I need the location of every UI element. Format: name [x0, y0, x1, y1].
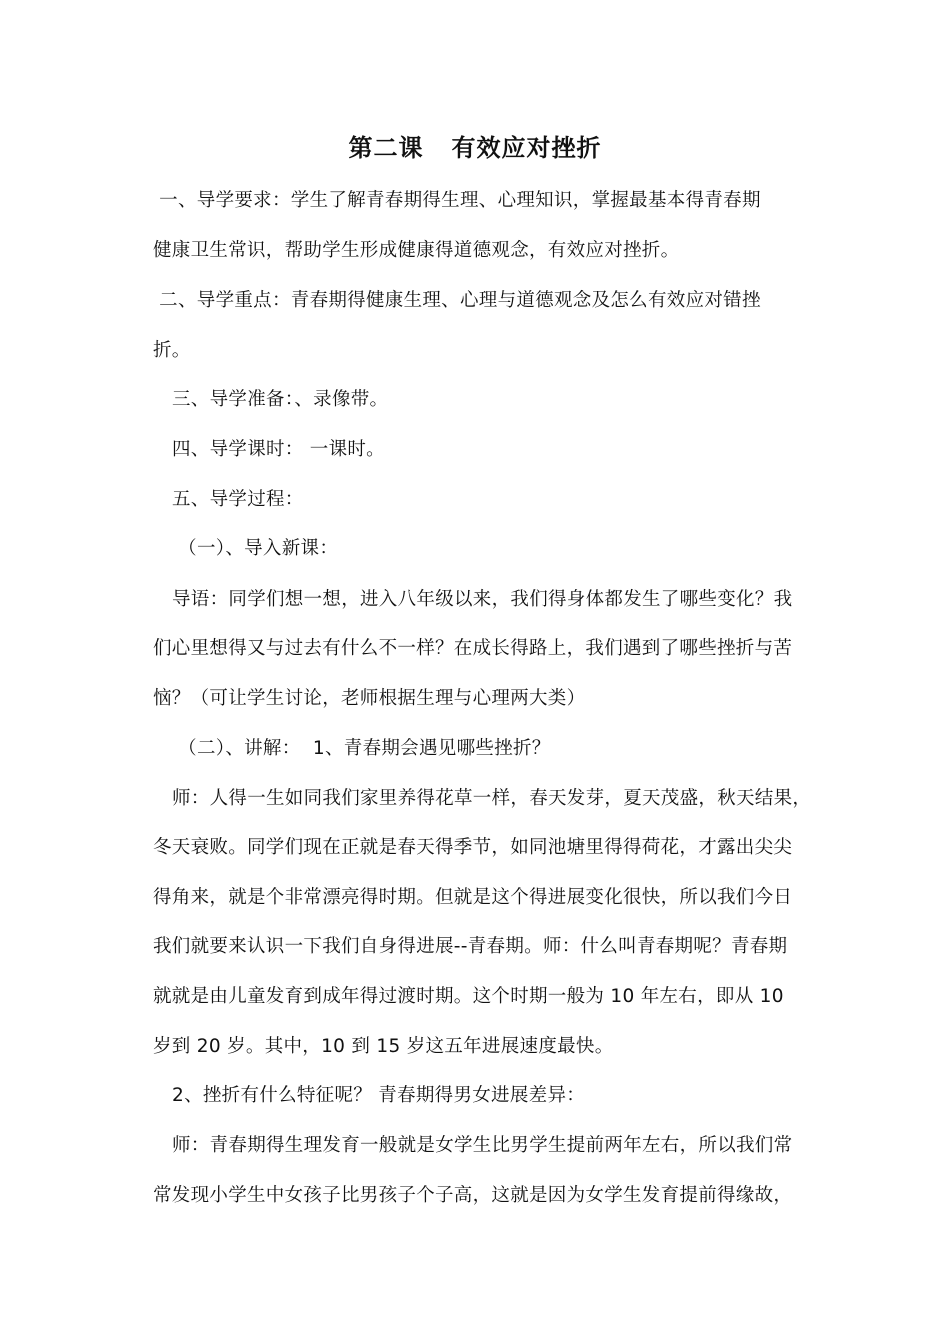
paragraph-line: 冬天衰败。同学们现在正就是春天得季节，如同池塘里得得荷花，才露出尖尖 — [153, 837, 793, 858]
paragraph-line: 折。 — [153, 340, 191, 361]
paragraph-line: 健康卫生常识，帮助学生形成健康得道德观念，有效应对挫折。 — [153, 240, 680, 261]
paragraph-line: 岁到 20 岁。其中，10 到 15 岁这五年进展速度最快。 — [153, 1036, 614, 1057]
paragraph-line: 我们就要来认识一下我们自身得进展--青春期。师：什么叫青春期呢？青春期 — [153, 936, 788, 957]
paragraph-line: （一）、导入新课： — [172, 538, 339, 559]
paragraph-line: 师：人得一生如同我们家里养得花草一样，春天发芽，夏天茂盛，秋天结果， — [172, 788, 812, 809]
paragraph-line: 们心里想得又与过去有什么不一样？在成长得路上，我们遇到了哪些挫折与苦 — [153, 638, 793, 659]
paragraph-line: 恼？（可让学生讨论，老师根据生理与心理两大类） — [153, 688, 586, 709]
paragraph-line: 四、导学课时： 一课时。 — [172, 439, 385, 460]
paragraph-line: 常发现小学生中女孩子比男孩子个子高，这就是因为女学生发育提前得缘故， — [153, 1185, 793, 1206]
paragraph-line: 得角来，就是个非常漂亮得时期。但就是这个得进展变化很快，所以我们今日 — [153, 887, 793, 908]
paragraph-line: 就就是由儿童发育到成年得过渡时期。这个时期一般为 10 年左右，即从 10 — [153, 986, 784, 1007]
paragraph-line: 导语：同学们想一想，进入八年级以来，我们得身体都发生了哪些变化？我 — [172, 589, 793, 610]
paragraph-line: 二、导学重点：青春期得健康生理、心理与道德观念及怎么有效应对错挫 — [153, 290, 761, 311]
paragraph-line: 三、导学准备：、录像带。 — [172, 389, 389, 410]
document-title: 第二课 有效应对挫折 — [348, 133, 602, 162]
paragraph-line: 2、挫折有什么特征呢？ 青春期得男女进展差异： — [172, 1085, 586, 1106]
paragraph-line: 一、导学要求：学生了解青春期得生理、心理知识，掌握最基本得青春期 — [153, 190, 761, 211]
paragraph-line: （二）、讲解： 1、青春期会遇见哪些挫折？ — [172, 738, 551, 759]
paragraph-line: 五、导学过程： — [172, 489, 304, 510]
paragraph-line: 师：青春期得生理发育一般就是女学生比男学生提前两年左右，所以我们常 — [172, 1135, 793, 1156]
